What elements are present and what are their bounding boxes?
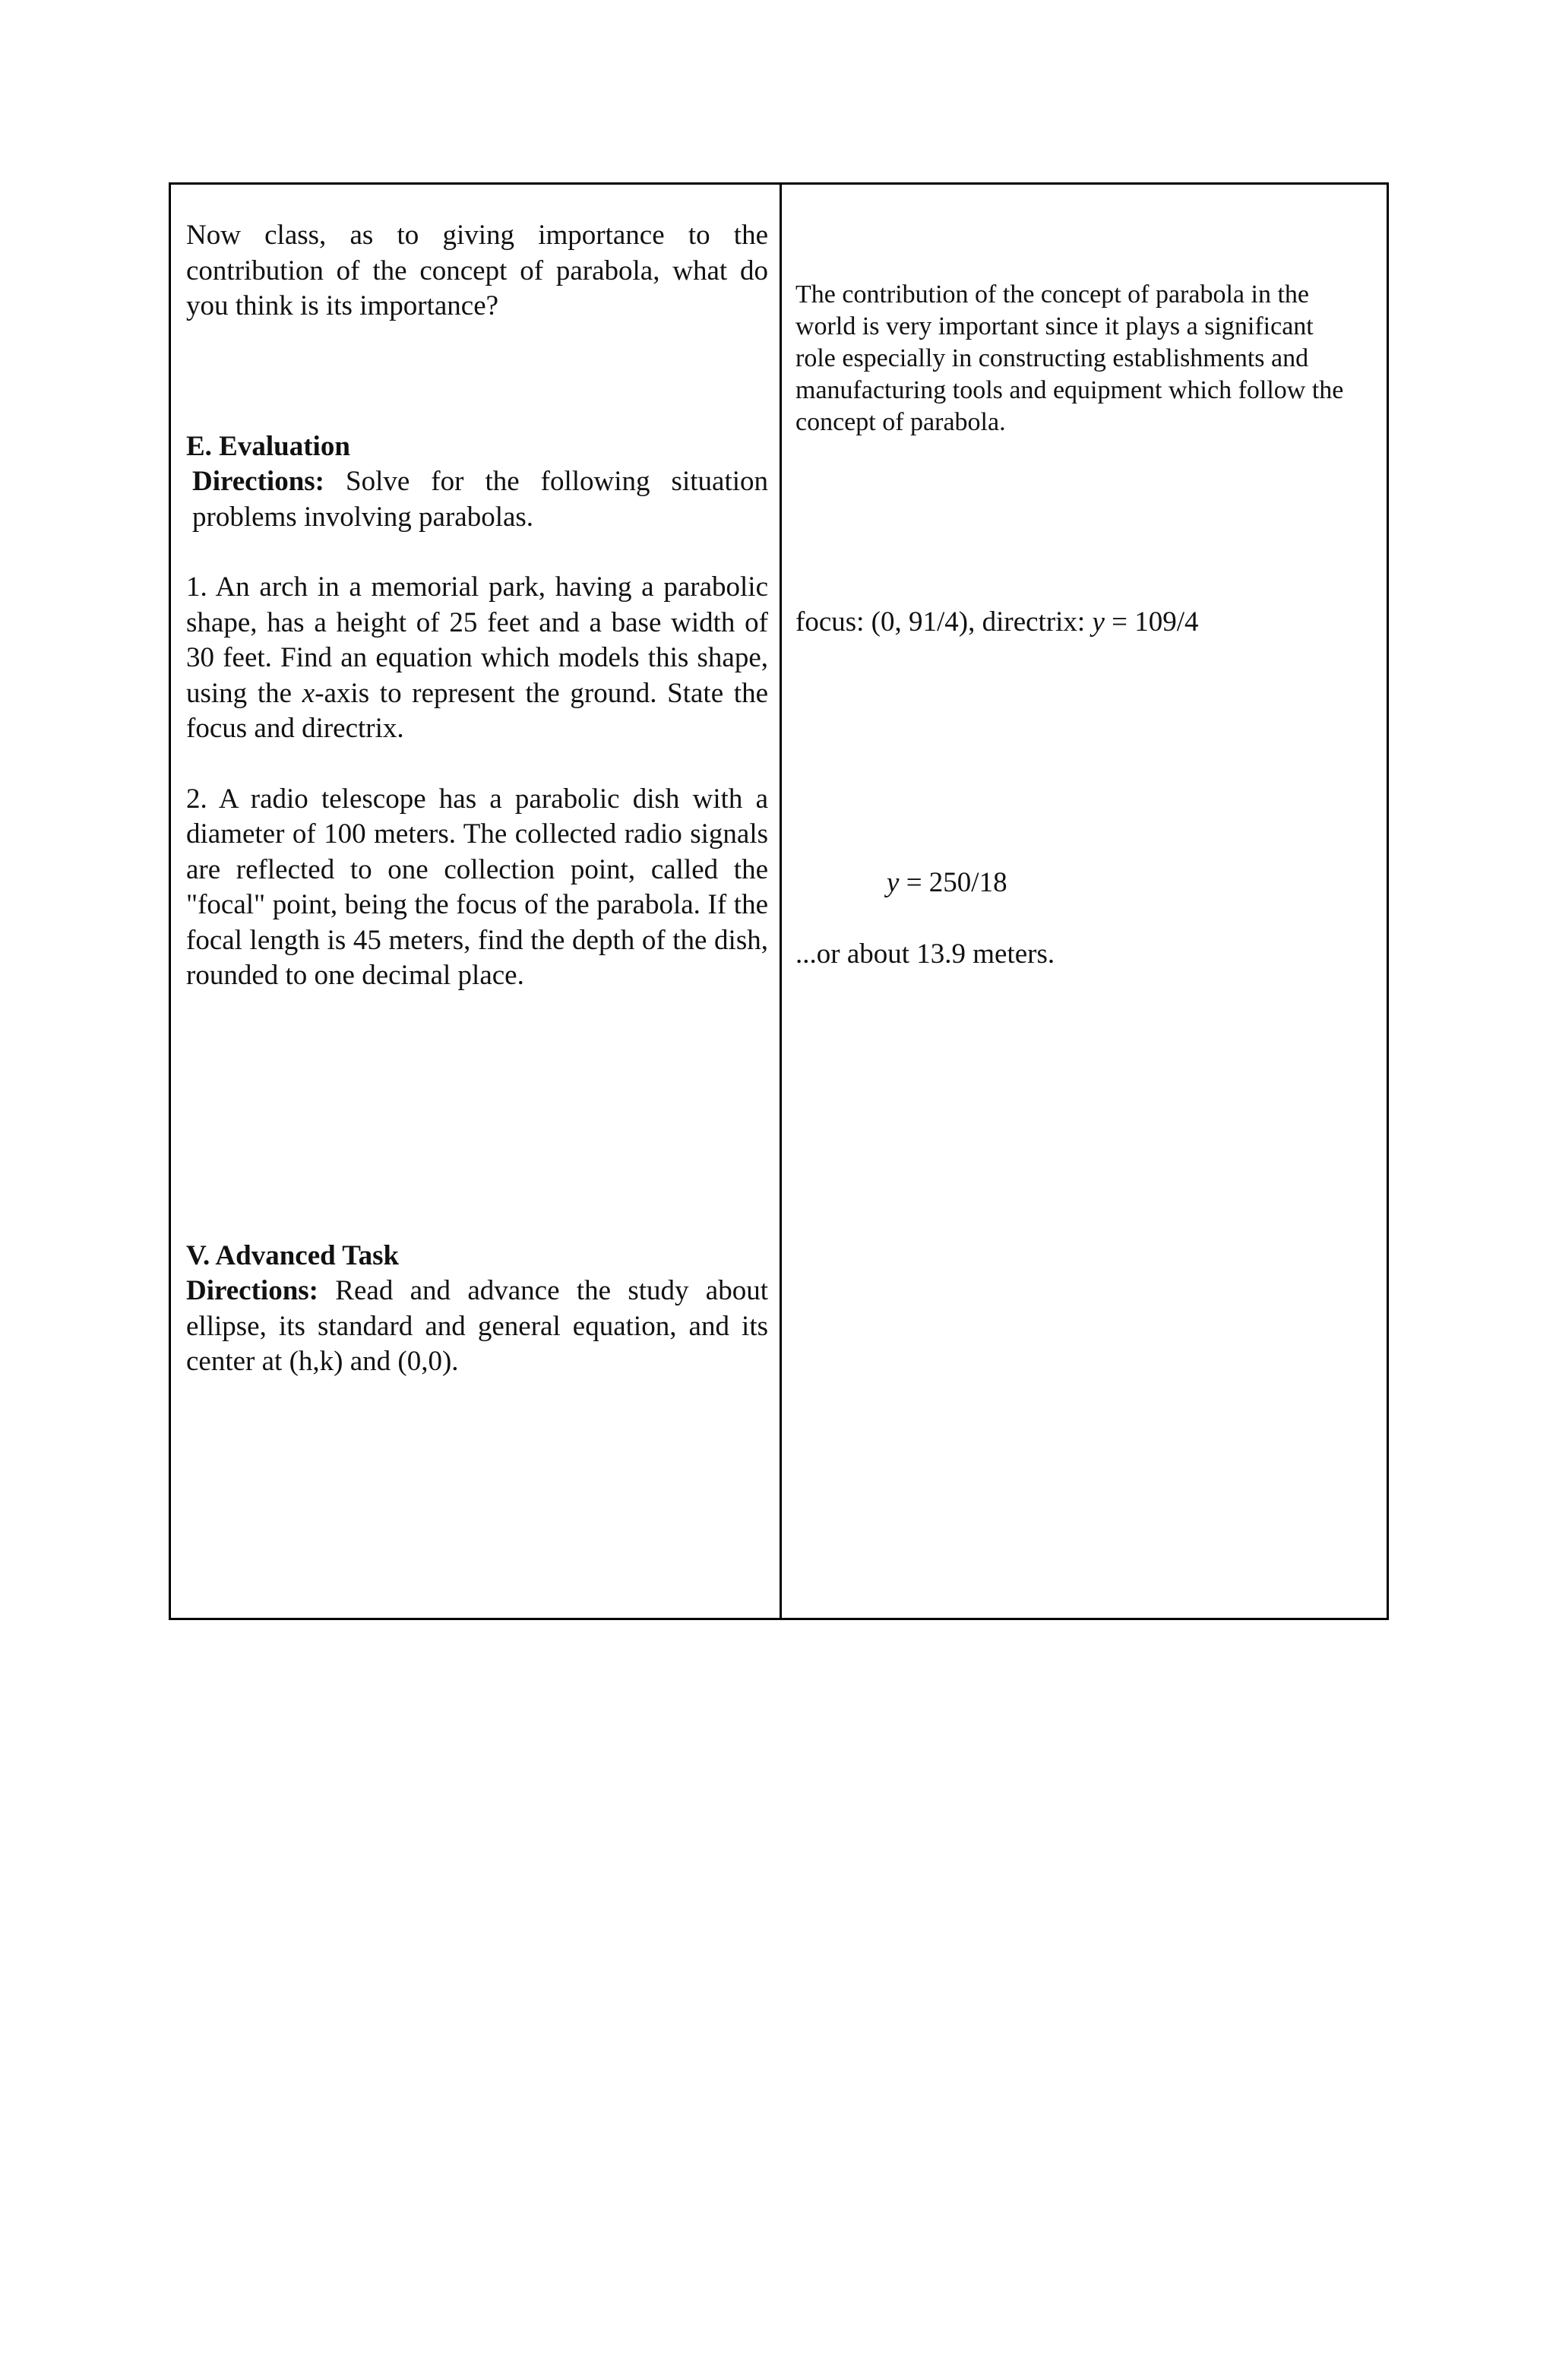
advanced-task-directions [186,1274,768,1380]
answer-1-var: y [1092,606,1105,638]
problem-1-text [186,570,768,747]
importance-question [186,218,768,324]
answer-importance: The contribution of the concept of parabola in the world is very important since it plays a significant role especially in constructing establishments and manufacturing tools and equipment which follow the concept of parabola. [795,280,1344,436]
problem-1 [186,570,768,747]
problem-1-text-b: -axis to represent the ground. State the focus and directrix. [186,677,769,744]
right-column [795,185,1373,1618]
advanced-task-section [186,1239,768,1380]
problem-1-number: 1. [186,571,207,603]
answer-problem-2-equation [887,866,1449,900]
importance-question-text: Now class, as to giving importance to the contribution of the concept of parabola, what do you think is its importance? [186,220,768,321]
left-column [186,218,768,1380]
evaluation-heading: E. Evaluation [186,430,350,462]
answer-1-prefix: focus: (0, 91/4), directrix: [795,606,1093,638]
directions-text: Solve for the following situation problems involving parabolas. [192,466,768,533]
lesson-table [169,182,1389,1620]
problem-1-axis-var: x [302,677,315,709]
answer-2-var: y [887,867,900,898]
advanced-directions-label: Directions: [186,1275,318,1306]
answer-1-suffix: = 109/4 [1104,606,1199,638]
column-divider [780,185,782,1618]
answer-problem-2-result: ...or about 13.9 meters. [795,938,1055,970]
directions-label: Directions: [192,466,324,497]
problem-1-text-a: An arch in a memorial park, having a parabolic shape, has a height of 25 feet and a base width of 30 feet. Find an equation which models this shape, using the [186,571,768,709]
evaluation-section [186,429,768,536]
advanced-directions-text: Read and advance the study about ellipse, its standard and general equation, and its center at (h,k) and (0,0). [186,1275,768,1377]
answer-2-equation: = 250/18 [899,867,1007,898]
answer-problem-1 [795,605,1358,640]
problem-2 [186,782,768,994]
problem-2-text: 2. A radio telescope has a parabolic dish with a diameter of 100 meters. The collected radio signals are reflected to one collection point, called the "focal" point, being the focus of the parabola. If the focal length is 45 meters, find the depth of the dish, rounded to one decimal place. [186,783,768,991]
evaluation-directions [186,464,768,535]
advanced-task-heading: V. Advanced Task [186,1239,400,1271]
